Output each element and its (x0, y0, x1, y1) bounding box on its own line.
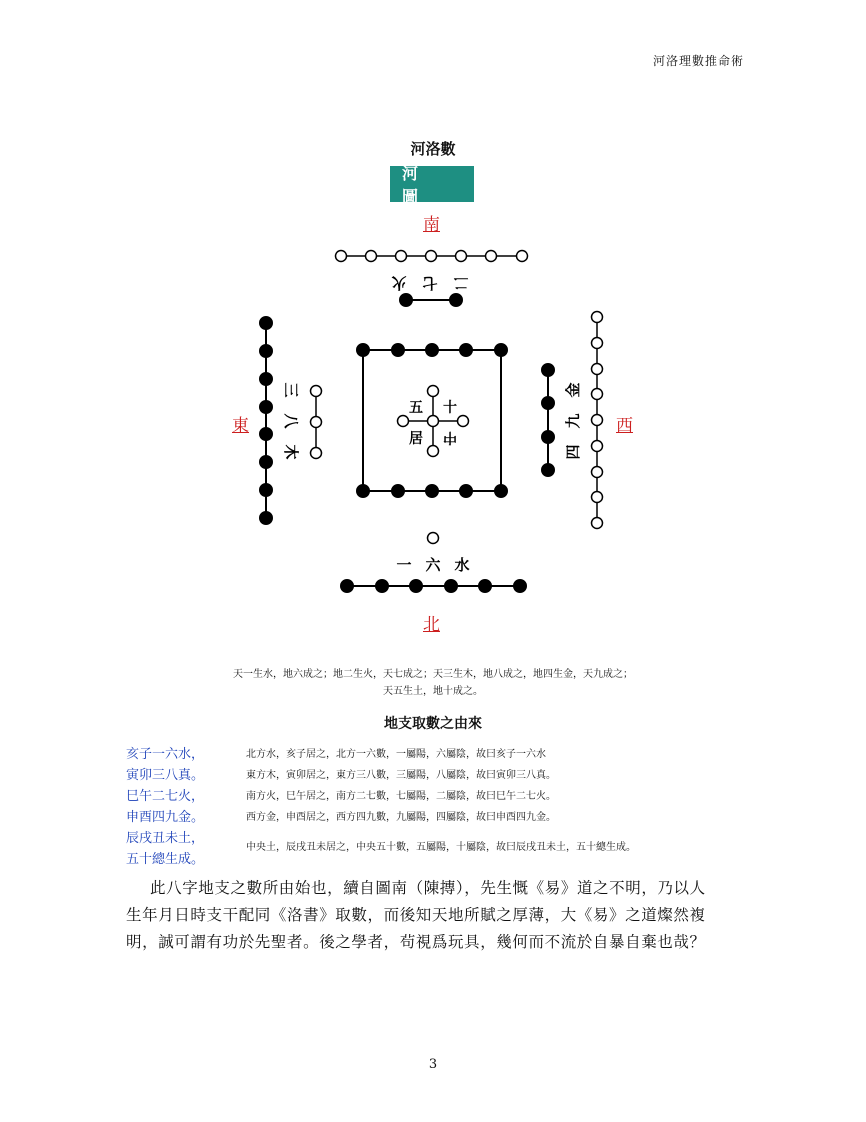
body-paragraph-line: 此八字地支之數所由始也，續自圖南（陳摶），先生慨《易》道之不明，乃以人 (150, 879, 706, 897)
east-white-dots (311, 386, 322, 459)
south-text-char: 火 (391, 274, 407, 292)
west-white-dots (592, 312, 603, 529)
branch-explanation: 南方火，巳午居之，南方二七數，七屬陽，二屬陰，故曰巳午二七火。 (246, 791, 556, 802)
page-title: 河洛數 (410, 140, 456, 158)
east-text (282, 382, 300, 459)
branch-label: 巳午二七火， (126, 789, 205, 804)
branch-label: 辰戌丑未土， (126, 831, 205, 846)
east-text-char: 木 (282, 444, 300, 460)
hetu-label-box: 河 圖 (390, 166, 474, 202)
south-text (391, 274, 468, 292)
caption-line-1: 天一生水，地六成之；地二生火，天七成之；天三生木，地八成之，地四生金，天九成之； (233, 669, 633, 680)
south-black-dots (400, 294, 462, 306)
north-text-char: 水 (454, 556, 470, 574)
branch-explanation: 北方水，亥子居之，北方一六數，一屬陽，六屬陰，故曰亥子一六水 (246, 749, 546, 760)
body-paragraph-line: 生年月日時支干配同《洛書》取數，而後知天地所賦之厚薄，大《易》之道燦然複 (126, 906, 706, 924)
west-black-dots (542, 364, 554, 476)
south-white-dots (336, 251, 528, 262)
south-text-char: 二 (453, 274, 469, 292)
direction-south: 南 (423, 215, 440, 235)
south-text-char: 七 (422, 274, 438, 292)
branch-label-continued: 五十總生成。 (126, 852, 205, 867)
branch-label: 申酉四九金。 (126, 810, 205, 825)
west-text (564, 382, 582, 459)
center-text-char: 中 (443, 429, 457, 445)
north-text-char: 一 (396, 556, 412, 574)
north-text (396, 556, 469, 574)
east-black-dots (260, 317, 272, 524)
direction-west: 西 (616, 416, 633, 436)
north-text-char: 六 (425, 556, 441, 574)
direction-east: 東 (232, 416, 249, 436)
section-subtitle: 地支取數之由來 (384, 716, 482, 732)
branch-label: 寅卯三八真。 (126, 768, 205, 783)
caption-line-2: 天五生土，地十成之。 (383, 686, 483, 697)
east-text-char: 八 (282, 413, 300, 429)
branch-explanation: 東方木，寅卯居之，東方三八數，三屬陽，八屬陰，故曰寅卯三八真。 (246, 770, 556, 781)
west-text-char: 金 (564, 382, 582, 398)
center-text-char: 居 (409, 431, 423, 447)
west-text-char: 四 (564, 444, 582, 460)
east-text-char: 三 (282, 382, 300, 398)
west-text-char: 九 (564, 413, 582, 429)
body-paragraph-line: 明，誠可謂有功於先聖者。後之學者，茍視爲玩具，幾何而不流於自暴自棄也哉？ (126, 933, 706, 951)
branch-explanation: 中央土，辰戌丑未居之，中央五十數，五屬陽，十屬陰，故曰辰戌丑未土，五十總生成。 (246, 842, 636, 853)
running-header: 河洛理數推命術 (652, 54, 744, 68)
branch-explanation: 西方金，申酉居之，西方四九數，九屬陽，四屬陰，故曰申酉四九金。 (246, 812, 556, 823)
center-text-char: 十 (443, 400, 457, 416)
page-number: 3 (428, 1057, 438, 1072)
north-white-dot (428, 533, 439, 544)
branch-label: 亥子一六水， (126, 747, 205, 762)
north-black-dots (341, 580, 526, 592)
direction-north: 北 (423, 615, 440, 635)
center-text-char: 五 (409, 400, 423, 416)
